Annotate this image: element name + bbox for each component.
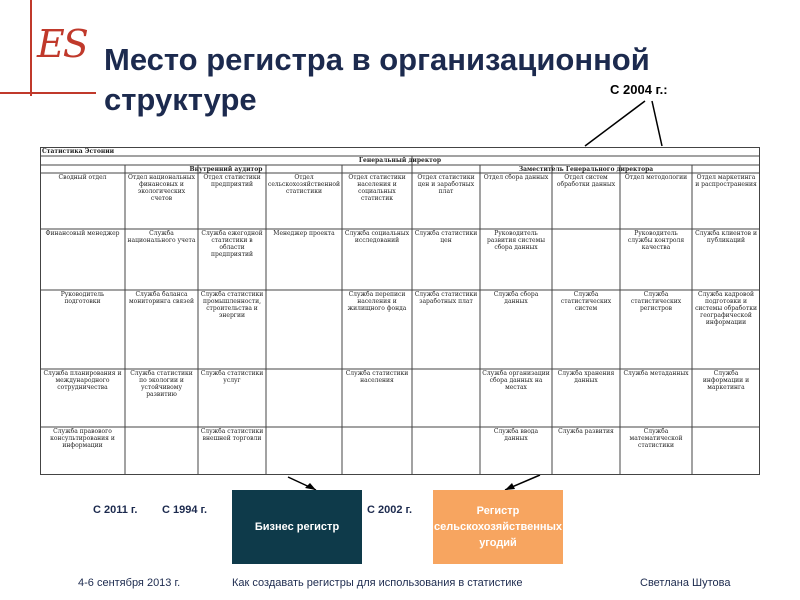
table-cell: Служба переписи населения и жилищного фонда (347, 291, 407, 312)
table-cell (125, 427, 198, 475)
table-header-cell: Отдел сельскохозяйственной статистики (268, 174, 340, 195)
table-cell: Служба планирования и международного сотрудничества (43, 370, 122, 391)
table-cell: Служба статистических систем (560, 291, 612, 312)
table-cell: Служба статистики внешней торговли (200, 428, 264, 442)
table-cell: Служба статистики цен (414, 230, 478, 244)
table-cell: Служба развития (558, 428, 614, 435)
table-cell: Служба баланса мониторинга связей (128, 291, 195, 305)
table-cell: Служба хранения данных (557, 370, 615, 384)
table-cell: Служба ежегодной статистики в области предприятий (201, 230, 263, 258)
table-cell: Служба сбора данных (493, 291, 539, 305)
table-director: Генеральный директор (358, 157, 442, 164)
table-header-cell: Отдел систем обработки данных (556, 174, 616, 188)
table-cell: Служба информации и маркетинга (702, 370, 750, 391)
table-header-cell: Сводный отдел (58, 174, 107, 181)
table-cell: Служба ввода данных (493, 428, 539, 442)
org-structure-table (40, 147, 760, 475)
table-internal-auditor: Внутренний аудитор (189, 166, 263, 173)
accent-horizontal-line (0, 92, 96, 94)
table-header-cell: Отдел статистики населения и социальных статистик (348, 174, 406, 202)
since-2011-label: С 2011 г. (93, 504, 138, 516)
table-cell: Служба статистических регистров (630, 291, 682, 312)
footer-topic: Как создавать регистры для использования в статистике (232, 577, 523, 589)
since-1994-label: С 1994 г. (162, 504, 208, 516)
table-cell: Менеджер проекта (273, 230, 335, 237)
table-header-cell: Отдел статистики предприятий (203, 174, 261, 188)
table-cell: Служба клиентов и публикаций (695, 230, 757, 244)
table-cell (266, 369, 342, 427)
table-cell: Служба метаданных (623, 370, 689, 377)
table-cell (412, 427, 480, 475)
table-org-name: Статистика Эстонии (42, 148, 115, 155)
table-header-cell: Отдел маркетинга и распространения (695, 174, 757, 188)
es-logo: ES (37, 22, 87, 66)
table-cell: Руководитель службы контроля качества (627, 230, 685, 251)
table-cell (266, 290, 342, 369)
footer-date: 4-6 сентября 2013 г. (78, 577, 181, 589)
table-cell: Служба статистики промышленности, строительства и энергии (200, 291, 264, 319)
table-header-cell: Отдел методологии (624, 174, 688, 181)
since-2002-label: С 2002 г. (367, 504, 413, 516)
agricultural-register-box: Регистр сельскохозяйственных угодий (433, 490, 563, 564)
table-cell: Руководитель развития системы сбора данных (486, 230, 546, 251)
slide-title: Место регистра в организационной структуре (104, 42, 650, 117)
business-register-box: Бизнес регистр (232, 490, 362, 564)
table-cell: Служба статистики по экологии и устойчивому развитию (130, 370, 193, 398)
table-cell: Служба организации сбора данных на местах (482, 370, 550, 391)
table-cell: Служба правового консультирования и информации (50, 428, 115, 449)
table-cell: Служба математической статистики (629, 428, 683, 449)
since-2004-label: С 2004 г.: (610, 82, 668, 97)
table-cell (552, 229, 620, 290)
table-cell: Финансовый менеджер (45, 230, 120, 237)
table-cell (692, 427, 760, 475)
table-cell: Служба статистики населения (345, 370, 409, 384)
footer-author: Светлана Шутова (640, 577, 731, 589)
table-cell: Служба статистики заработных плат (414, 291, 478, 305)
accent-vertical-line (30, 0, 32, 96)
table-cell (266, 427, 342, 475)
table-cell: Служба кадровой подготовки и системы обработки географической информации (695, 291, 757, 326)
table-header-cell: Отдел национальных финансовых и экологических счетов (127, 174, 196, 202)
table-cell (412, 369, 480, 427)
table-cell (342, 427, 412, 475)
table-header-cell: Отдел сбора данных (483, 174, 549, 181)
table-cell: Служба статистики услуг (200, 370, 264, 384)
table-cell: Руководитель подготовки (60, 291, 105, 305)
table-header-cell: Отдел статистики цен и заработных плат (417, 174, 475, 195)
table-cell: Служба социальных исследований (344, 230, 410, 244)
table-deputy-director: Заместитель Генерального директора (518, 166, 654, 173)
table-cell: Служба национального учета (127, 230, 196, 244)
